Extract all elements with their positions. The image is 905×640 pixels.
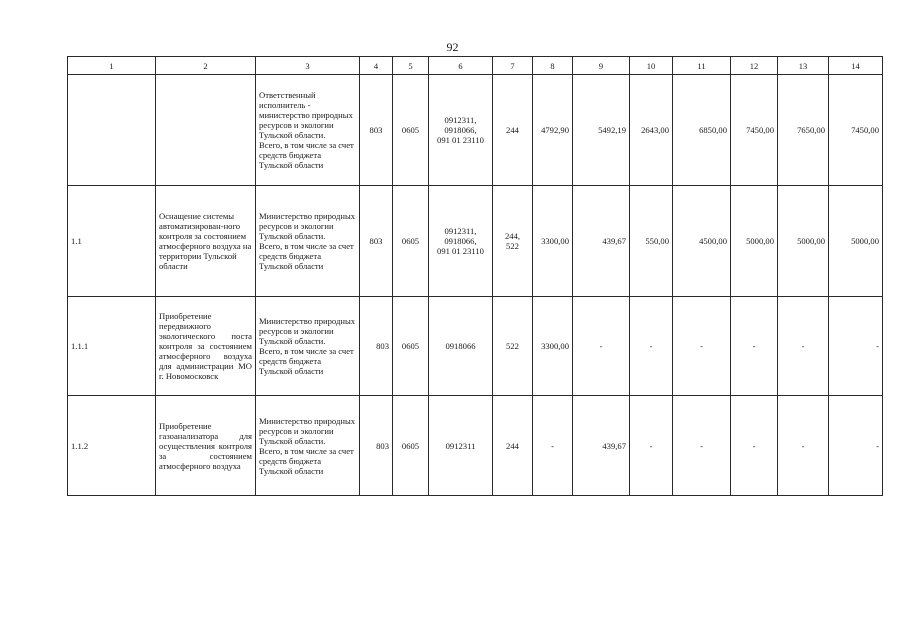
amount-col-14: 5000,00 (829, 186, 883, 297)
code-col-4: 803 (360, 297, 393, 396)
row-number: 1.1.1 (68, 297, 156, 396)
amount-col-13: 7650,00 (778, 75, 829, 186)
amount-col-14: - (829, 297, 883, 396)
row-number (68, 75, 156, 186)
executor: Министерство природных ресурсов и экологии Тульской области. Всего, в том числе за счет средств бюджета Тульской области (256, 396, 360, 496)
code-col-6: 0912311 (429, 396, 493, 496)
amount-col-8: 3300,00 (533, 186, 573, 297)
amount-col-12: - (731, 396, 778, 496)
executor: Министерство природных ресурсов и экологии Тульской области. Всего, в том числе за счет средств бюджета Тульской области (256, 297, 360, 396)
code-col-6: 0918066 (429, 297, 493, 396)
column-header-8: 8 (533, 57, 573, 75)
code-col-7: 244 (493, 396, 533, 496)
amount-col-14: - (829, 396, 883, 496)
amount-col-13: 5000,00 (778, 186, 829, 297)
column-header-9: 9 (573, 57, 630, 75)
column-header-6: 6 (429, 57, 493, 75)
executor: Ответственный исполнитель - министерство природных ресурсов и экологии Тульской области. Всего, в том числе за счет средств бюджета Тульской области (256, 75, 360, 186)
code-col-7: 522 (493, 297, 533, 396)
amount-col-12: 7450,00 (731, 75, 778, 186)
amount-col-9: 439,67 (573, 186, 630, 297)
column-header-1: 1 (68, 57, 156, 75)
column-header-2: 2 (156, 57, 256, 75)
column-header-11: 11 (673, 57, 731, 75)
executor: Министерство природных ресурсов и экологии Тульской области. Всего, в том числе за счет средств бюджета Тульской области (256, 186, 360, 297)
amount-col-8: - (533, 396, 573, 496)
code-col-7: 244, 522 (493, 186, 533, 297)
measure-name: Приобретение передвижного экологического поста контроля за состоянием атмосферного воздуха для администрации МО г. Новомосковск (156, 297, 256, 396)
amount-col-9: - (573, 297, 630, 396)
amount-col-8: 4792,90 (533, 75, 573, 186)
amount-col-11: - (673, 396, 731, 496)
code-col-4: 803 (360, 396, 393, 496)
amount-col-13: - (778, 297, 829, 396)
code-col-6: 0912311, 0918066, 091 01 23110 (429, 186, 493, 297)
column-header-4: 4 (360, 57, 393, 75)
code-col-7: 244 (493, 75, 533, 186)
table-row (68, 297, 883, 396)
amount-col-12: - (731, 297, 778, 396)
column-header-14: 14 (829, 57, 883, 75)
code-col-5: 0605 (393, 75, 429, 186)
column-header-10: 10 (630, 57, 673, 75)
row-number: 1.1 (68, 186, 156, 297)
budget-table (67, 56, 883, 496)
column-header-13: 13 (778, 57, 829, 75)
table-row (68, 396, 883, 496)
measure-name: Оснащение системы автоматизирован-ного контроля за состоянием атмосферного воздуха на территории Тульской области (156, 186, 256, 297)
column-header-12: 12 (731, 57, 778, 75)
code-col-6: 0912311, 0918066, 091 01 23110 (429, 75, 493, 186)
amount-col-11: 6850,00 (673, 75, 731, 186)
amount-col-11: 4500,00 (673, 186, 731, 297)
code-col-4: 803 (360, 186, 393, 297)
amount-col-10: - (630, 396, 673, 496)
amount-col-9: 5492,19 (573, 75, 630, 186)
code-col-5: 0605 (393, 396, 429, 496)
code-col-5: 0605 (393, 186, 429, 297)
amount-col-8: 3300,00 (533, 297, 573, 396)
measure-name: Приобретение газоанализатора для осуществления контроля за состоянием атмосферного воздуха (156, 396, 256, 496)
amount-col-11: - (673, 297, 731, 396)
column-header-5: 5 (393, 57, 429, 75)
column-header-3: 3 (256, 57, 360, 75)
amount-col-10: 550,00 (630, 186, 673, 297)
table-row (68, 186, 883, 297)
amount-col-14: 7450,00 (829, 75, 883, 186)
row-number: 1.1.2 (68, 396, 156, 496)
column-header-7: 7 (493, 57, 533, 75)
code-col-5: 0605 (393, 297, 429, 396)
amount-col-10: - (630, 297, 673, 396)
amount-col-12: 5000,00 (731, 186, 778, 297)
measure-name (156, 75, 256, 186)
page-number: 92 (446, 40, 459, 54)
amount-col-9: 439,67 (573, 396, 630, 496)
amount-col-10: 2643,00 (630, 75, 673, 186)
amount-col-13: - (778, 396, 829, 496)
header-row (68, 57, 883, 75)
table-row (68, 75, 883, 186)
code-col-4: 803 (360, 75, 393, 186)
